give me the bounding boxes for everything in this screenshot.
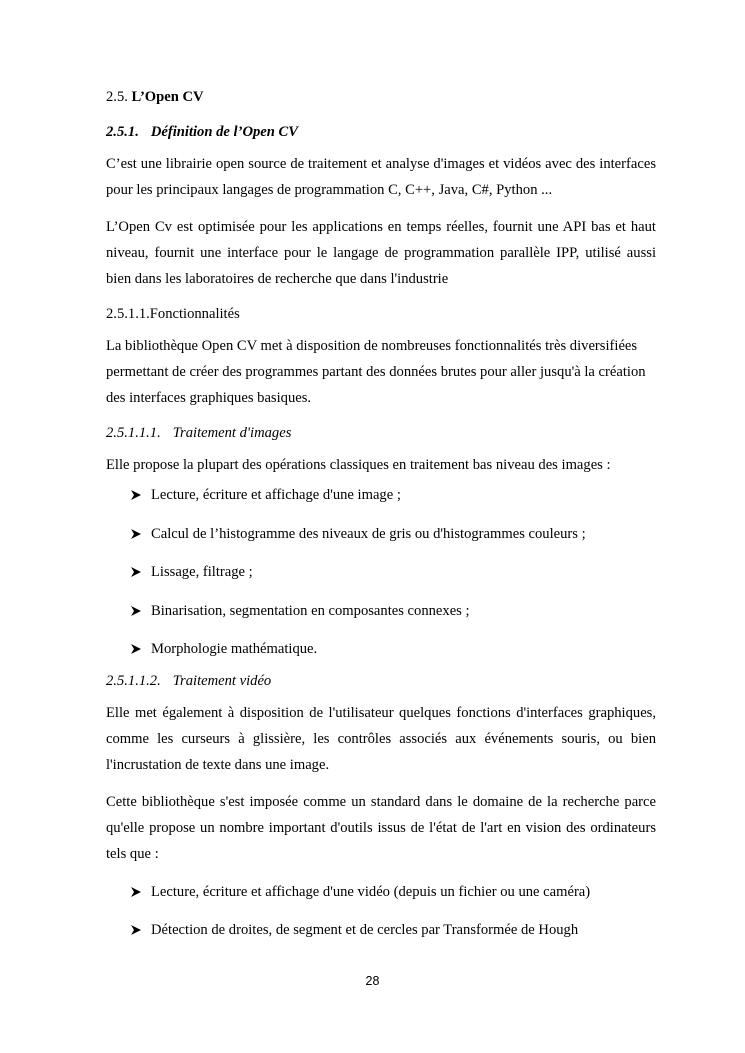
list-item [106, 484, 656, 506]
fonctionnalites-heading: 2.5.1.1.Fonctionnalités [106, 306, 240, 322]
traitement-images-list [106, 484, 656, 660]
paragraph-optimisation: L’Open Cv est optimisée pour les applications en temps réelles, fournit une API bas et haut niveau, fournit une interface pour le langage de programmation parallèle IPP, utilisé aussi bien dans les laboratoires de recherche que dans l'industrie [106, 219, 656, 287]
subsection-number: 2.5.1. [106, 124, 139, 140]
traitement-video-title: Traitement vidéo [172, 673, 272, 690]
list-item-text: Lissage, filtrage ; [151, 564, 253, 581]
list-item [106, 523, 656, 545]
list-item-text: Morphologie mathématique. [151, 641, 318, 658]
paragraph-definition: C’est une librairie open source de traitement et analyse d'images et vidéos avec des interfaces pour les principaux langages de programmation C, C++, Java, C#, Python ... [106, 156, 656, 198]
arrowhead-bullet-icon [130, 566, 142, 578]
section-number: 2.5. [106, 89, 128, 105]
document-page [106, 86, 656, 941]
arrowhead-bullet-icon [130, 489, 142, 501]
traitement-images-title: Traitement d'images [172, 425, 292, 441]
list-item [106, 561, 656, 583]
arrowhead-bullet-icon [130, 643, 142, 655]
list-item-text: Lecture, écriture et affichage d'une vidéo (depuis un fichier ou une caméra) [151, 884, 591, 901]
list-item-text: Lecture, écriture et affichage d'une image ; [151, 487, 401, 503]
subsection-title: Définition de l’Open CV [150, 124, 298, 140]
list-item-text: Calcul de l’histogramme des niveaux de gris ou d'histogrammes couleurs ; [151, 525, 586, 542]
list-item [106, 600, 656, 622]
traitement-images-heading [106, 422, 656, 444]
arrowhead-bullet-icon [130, 605, 142, 617]
arrowhead-bullet-icon [130, 528, 142, 540]
list-item-text: Détection de droites, de segment et de cercles par Transformée de Hough [151, 922, 579, 939]
section-heading [106, 86, 656, 108]
list-item-text: Binarisation, segmentation en composantes connexes ; [151, 602, 470, 619]
arrowhead-bullet-icon [130, 924, 142, 936]
list-item [106, 638, 656, 660]
arrowhead-bullet-icon [130, 886, 142, 898]
paragraph-standard: Cette bibliothèque s'est imposée comme un standard dans le domaine de la recherche parce qu'elle propose un nombre important d'outils issus de l'état de l'art en vision des ordinateurs tels que : [106, 794, 656, 863]
list-item [106, 919, 656, 941]
traitement-video-heading [106, 670, 656, 692]
paragraph-fonctionnalites: La bibliothèque Open CV met à disposition de nombreuses fonctionnalités très diversifiées permettant de créer des programmes partant des données brutes pour aller jusqu'à la création des interfaces graphiques basiques. [106, 338, 646, 406]
subsection-heading [106, 121, 656, 143]
page-number: 28 [365, 974, 380, 988]
traitement-video-list [106, 881, 656, 941]
traitement-video-number: 2.5.1.1.2. [106, 673, 161, 690]
traitement-images-number: 2.5.1.1.1. [106, 425, 161, 441]
list-item [106, 881, 656, 903]
paragraph-traitement-images: Elle propose la plupart des opérations classiques en traitement bas niveau des images : [106, 457, 611, 473]
section-title: L’Open CV [131, 89, 204, 105]
paragraph-traitement-video: Elle met également à disposition de l'utilisateur quelques fonctions d'interfaces graphiques, comme les curseurs à glissière, les contrôles associés aux événements souris, ou bien l'incrustation de texte dans une image. [106, 705, 656, 774]
